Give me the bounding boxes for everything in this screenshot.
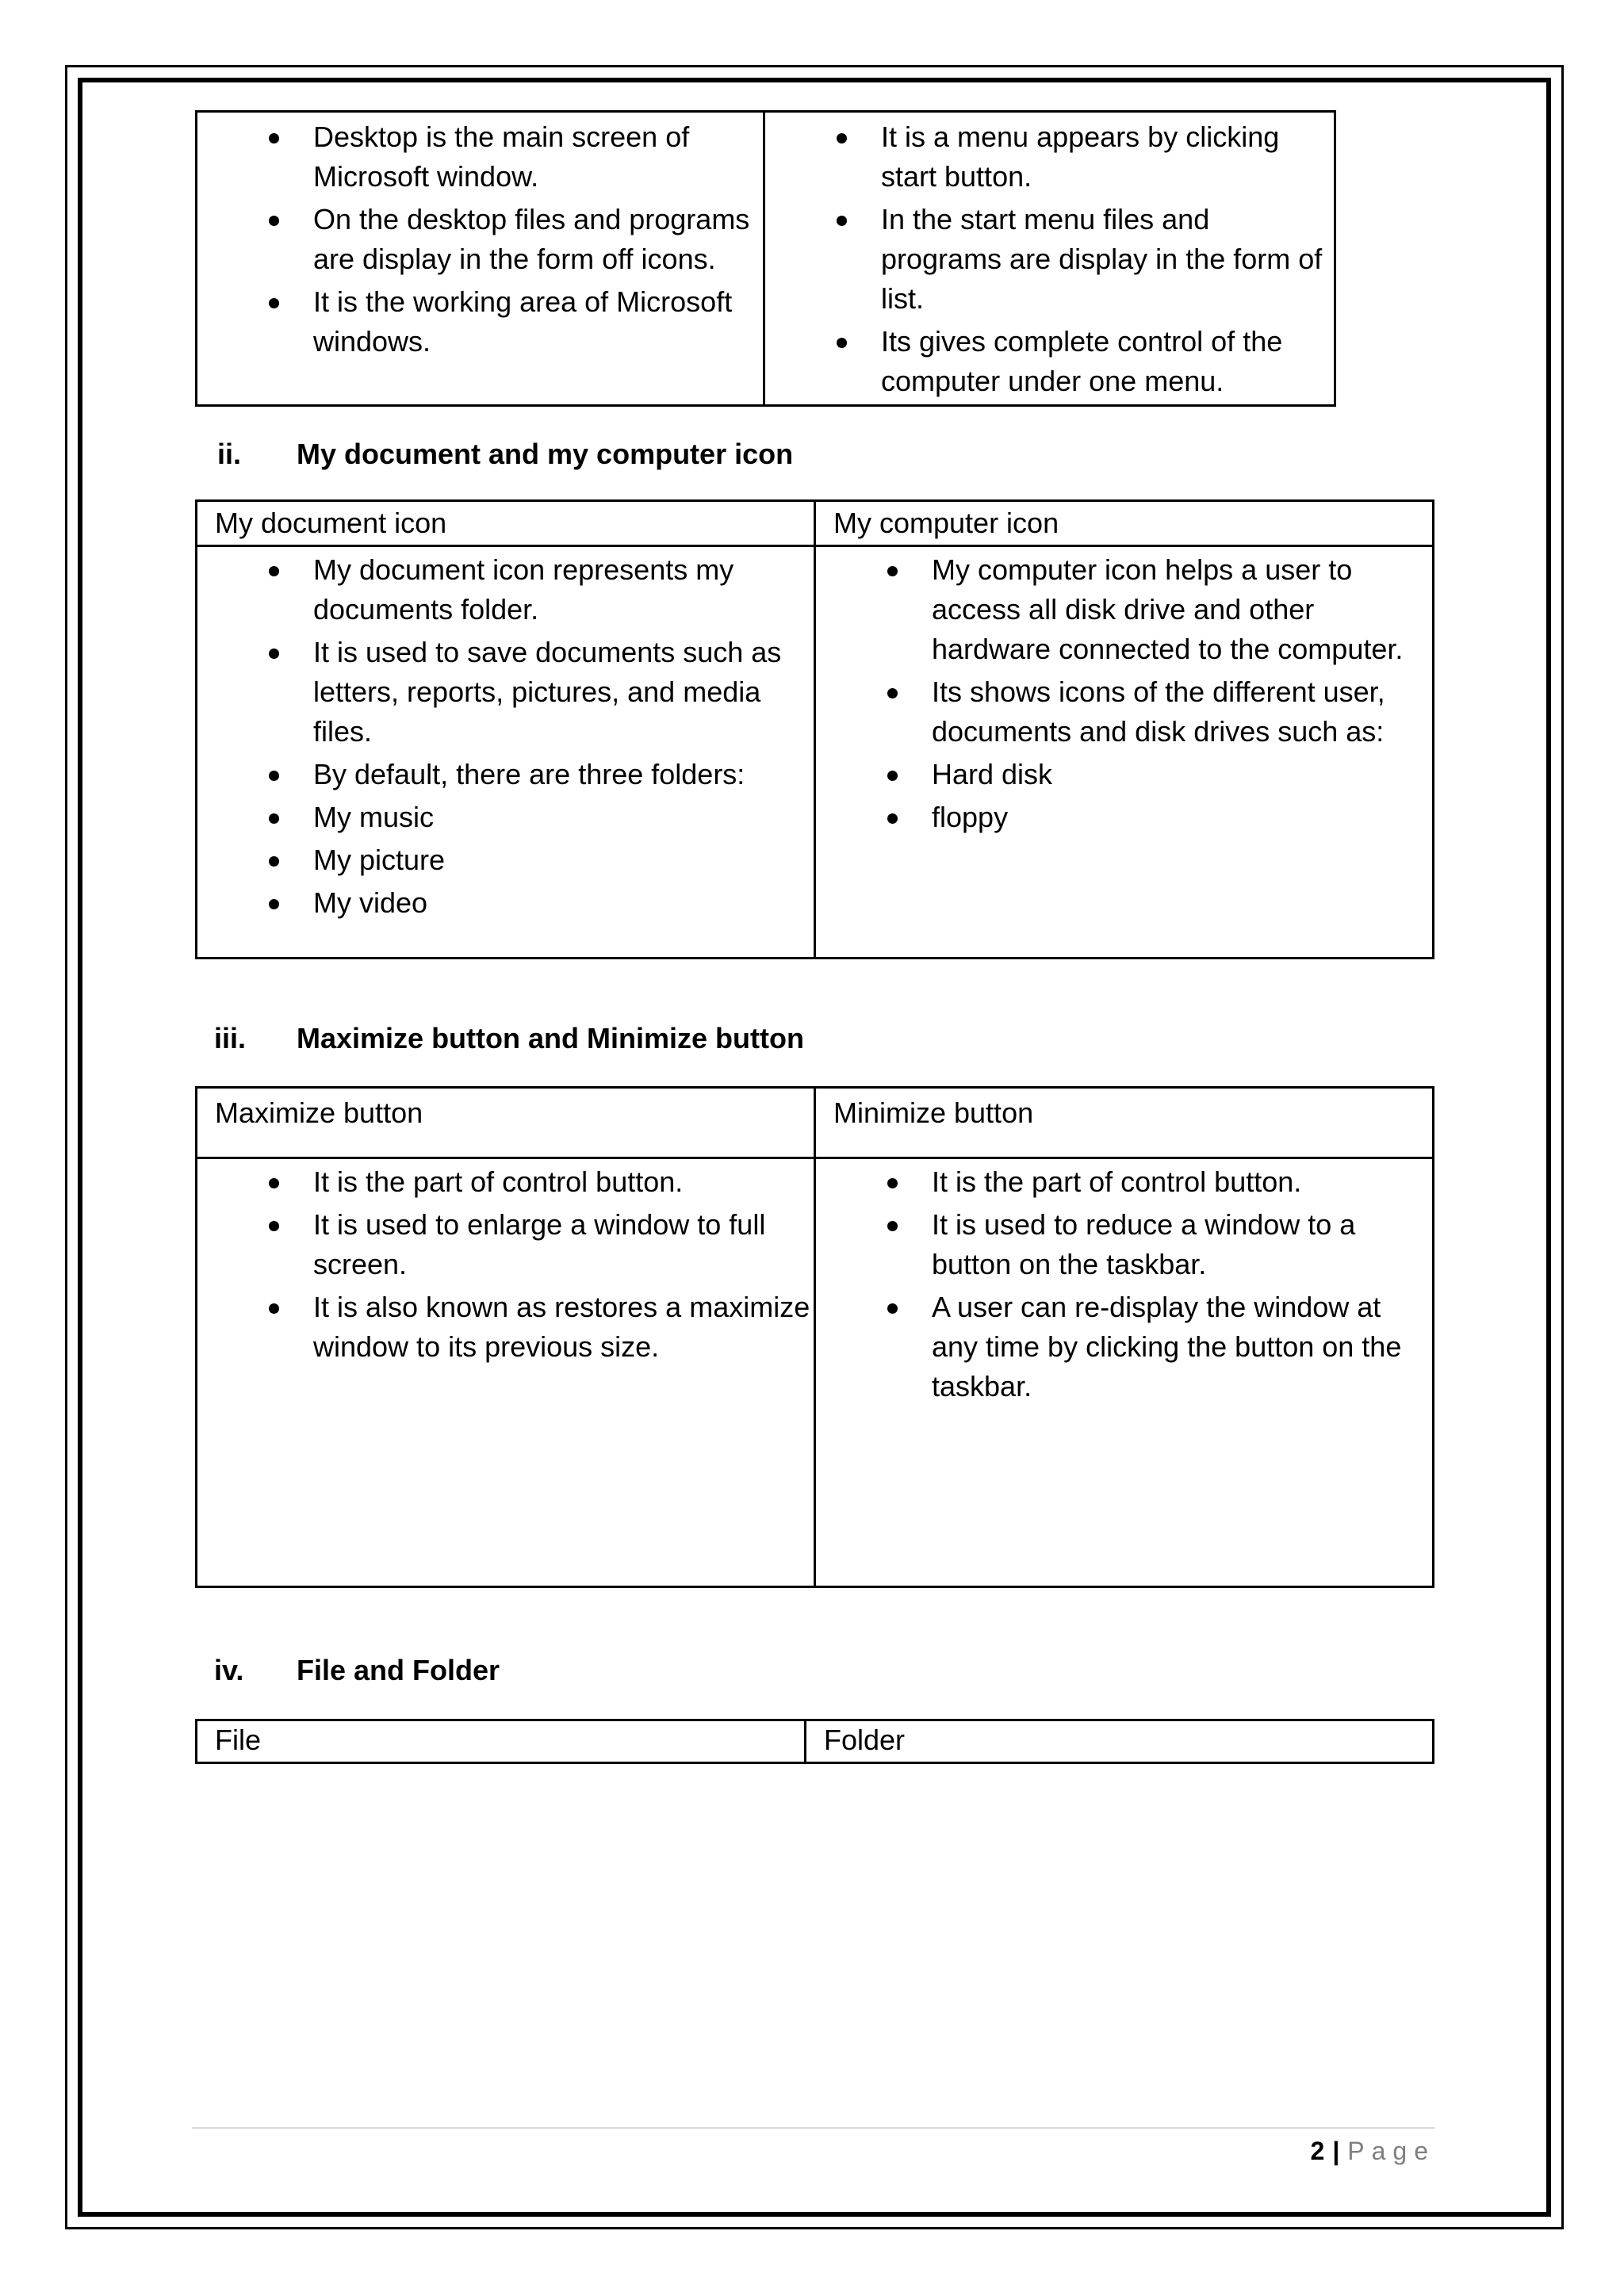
table-header-cell: File [197, 1720, 806, 1763]
bullet-icon [837, 216, 847, 226]
list-item: It is the working area of Microsoft windows. [197, 282, 763, 362]
maximize-minimize-table [195, 1086, 1434, 1588]
bullet-icon [887, 1221, 898, 1231]
list-item: Its shows icons of the different user, documents and disk drives such as: [816, 672, 1432, 752]
bullet-icon [887, 1303, 898, 1314]
list-item: It is the part of control button. [197, 1162, 814, 1202]
start-menu-cell [764, 112, 1335, 406]
table-header-cell: Folder [806, 1720, 1434, 1763]
section-number: ii. [217, 438, 242, 470]
list-item: My picture [197, 840, 814, 880]
list-item: My document icon represents my documents folder. [197, 550, 814, 629]
bullet-icon [887, 771, 898, 781]
bullet-icon [837, 338, 847, 348]
bullet-icon [269, 856, 279, 867]
bullet-icon [887, 813, 898, 824]
my-computer-cell [815, 546, 1434, 959]
page-label: Page [1347, 2137, 1435, 2165]
section-number: iii. [214, 1022, 247, 1054]
list-item: floppy [816, 798, 1432, 837]
section-title: My document and my computer icon [297, 438, 794, 470]
bullet-icon [887, 1178, 898, 1188]
bullet-icon [269, 298, 279, 308]
list-item: Its gives complete control of the computer under one menu. [765, 322, 1334, 401]
maximize-cell [197, 1158, 815, 1587]
list-item: It is used to enlarge a window to full screen. [197, 1205, 814, 1284]
bullet-icon [269, 1178, 279, 1188]
section-number: iv. [214, 1654, 244, 1686]
list-item: Desktop is the main screen of Microsoft window. [197, 117, 763, 197]
list-item: It is a menu appears by clicking start button. [765, 117, 1334, 197]
table-header-cell: Minimize button [815, 1088, 1434, 1158]
bullet-icon [269, 1303, 279, 1314]
section-title: File and Folder [297, 1654, 500, 1686]
table-header-cell: My document icon [197, 501, 815, 546]
bullet-icon [269, 216, 279, 226]
list-item: My music [197, 798, 814, 837]
list-item: My computer icon helps a user to access all disk drive and other hardware connected to the computer. [816, 550, 1432, 669]
list-item: My video [197, 883, 814, 923]
list-item: It is used to save documents such as letters, reports, pictures, and media files. [197, 633, 814, 752]
bullet-icon [837, 133, 847, 144]
section-title: Maximize button and Minimize button [297, 1022, 804, 1054]
minimize-cell [815, 1158, 1434, 1587]
list-item: By default, there are three folders: [197, 755, 814, 794]
footer-separator: | [1332, 2137, 1340, 2165]
bullet-icon [269, 771, 279, 781]
bullet-icon [269, 566, 279, 576]
bullet-icon [269, 899, 279, 909]
bullet-icon [269, 1221, 279, 1231]
my-document-cell [197, 546, 815, 959]
desktop-start-menu-table [195, 110, 1336, 407]
bullet-icon [887, 566, 898, 576]
desktop-cell [197, 112, 764, 406]
list-item: It is also known as restores a maximize window to its previous size. [197, 1288, 814, 1367]
list-item: Hard disk [816, 755, 1432, 794]
bullet-icon [269, 813, 279, 824]
bullet-icon [269, 133, 279, 144]
page-footer [1311, 2133, 1435, 2169]
list-item: In the start menu files and programs are display in the form of list. [765, 200, 1334, 319]
list-item: A user can re-display the window at any time by clicking the button on the taskbar. [816, 1288, 1432, 1406]
table-header-cell: My computer icon [815, 501, 1434, 546]
bullet-icon [887, 688, 898, 698]
list-item: On the desktop files and programs are display in the form off icons. [197, 200, 763, 279]
list-item: It is used to reduce a window to a button on the taskbar. [816, 1205, 1432, 1284]
table-header-cell: Maximize button [197, 1088, 815, 1158]
footer-divider [192, 2127, 1435, 2129]
file-folder-table [195, 1719, 1434, 1764]
page-number: 2 [1310, 2137, 1325, 2165]
bullet-icon [269, 649, 279, 659]
my-document-computer-table [195, 499, 1434, 959]
list-item: It is the part of control button. [816, 1162, 1432, 1202]
